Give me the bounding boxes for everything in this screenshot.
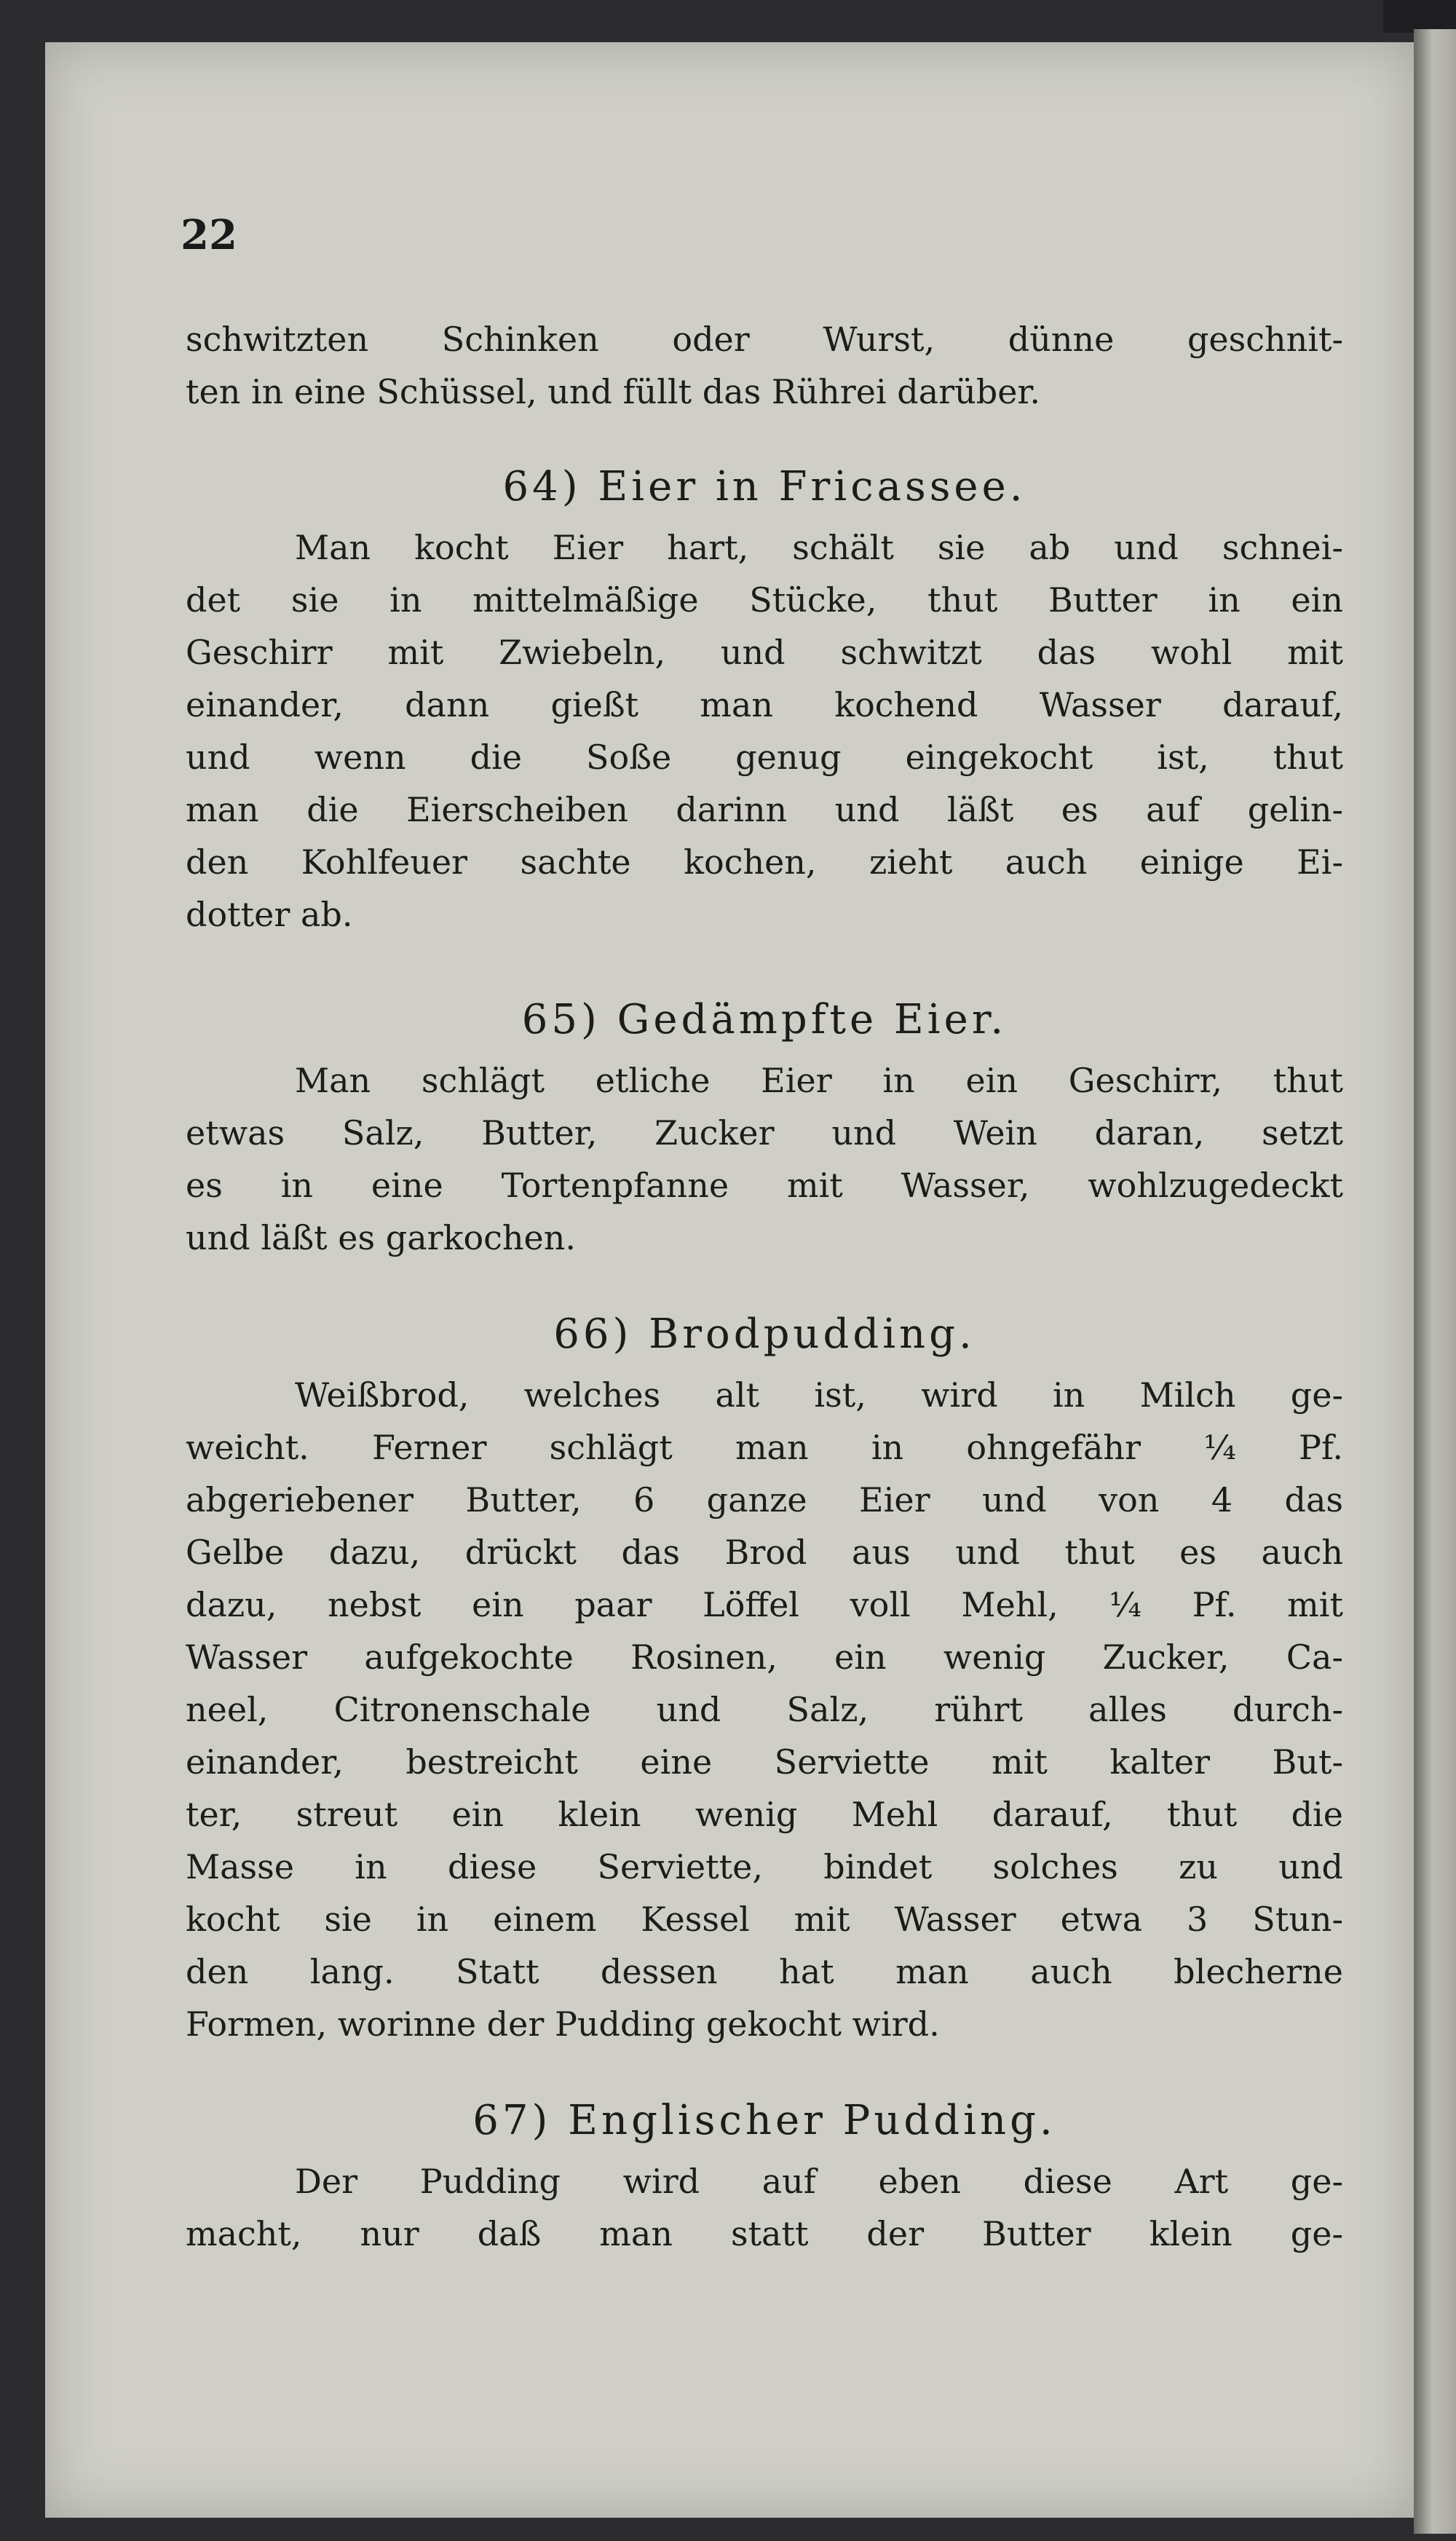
text-line: schwitzten Schinken oder Wurst, dünne geschnit- xyxy=(186,320,1343,359)
text-line: det sie in mittelmäßige Stücke, thut Butter in ein xyxy=(186,580,1343,620)
text-line: Formen, worinne der Pudding gekocht wird. xyxy=(186,2004,940,2044)
recipe-section-65 xyxy=(186,983,1343,1264)
intro-paragraph xyxy=(186,313,1343,418)
text-line: ten in eine Schüssel, und füllt das Rührei darüber. xyxy=(186,372,1040,411)
text-line: den lang. Statt dessen hat man auch blecherne xyxy=(186,1952,1343,1991)
text-line: kocht sie in einem Kessel mit Wasser etwa 3 Stun- xyxy=(186,1900,1343,1939)
text-line: Weißbrod, welches alt ist, wird in Milch ge- xyxy=(295,1375,1343,1415)
recipe-section-66 xyxy=(186,1297,1343,2050)
text-line: ter, streut ein klein wenig Mehl darauf, thut die xyxy=(186,1795,1343,1834)
text-line: Der Pudding wird auf eben diese Art ge- xyxy=(295,2162,1343,2201)
recipe-section-67 xyxy=(186,2084,1343,2260)
text-line: einander, dann gießt man kochend Wasser darauf, xyxy=(186,685,1343,724)
text-line: man die Eierscheiben darinn und läßt es auf gelin- xyxy=(186,790,1343,829)
recipe-heading: 65) Gedämpfte Eier. xyxy=(521,996,1008,1043)
text-line: dotter ab. xyxy=(186,895,353,934)
recipe-heading: 67) Englischer Pudding. xyxy=(472,2097,1056,2144)
text-line: neel, Citronenschale und Salz, rührt alles durch- xyxy=(186,1690,1343,1729)
text-line: Man schlägt etliche Eier in ein Geschirr, thut xyxy=(295,1061,1343,1100)
text-line: den Kohlfeuer sachte kochen, zieht auch einige Ei- xyxy=(186,842,1343,882)
text-line: und wenn die Soße genug eingekocht ist, thut xyxy=(186,738,1343,777)
text-line: weicht. Ferner schlägt man in ohngefähr ¼ Pf. xyxy=(186,1428,1343,1467)
text-line: abgeriebener Butter, 6 ganze Eier und von 4 das xyxy=(186,1480,1343,1520)
text-line: macht, nur daß man statt der Butter klein ge- xyxy=(186,2214,1343,2253)
text-line: etwas Salz, Butter, Zucker und Wein daran, setzt xyxy=(186,1113,1343,1153)
page-number: 22 xyxy=(181,211,237,259)
text-line: es in eine Tortenpfanne mit Wasser, wohlzugedeckt xyxy=(186,1166,1343,1205)
recipe-heading: 64) Eier in Fricassee. xyxy=(502,463,1026,510)
text-line: Gelbe dazu, drückt das Brod aus und thut es auch xyxy=(186,1533,1343,1572)
adjacent-page-edge xyxy=(1414,29,1456,2534)
text-line: Geschirr mit Zwiebeln, und schwitzt das wohl mit xyxy=(186,633,1343,672)
text-line: Wasser aufgekochte Rosinen, ein wenig Zucker, Ca- xyxy=(186,1637,1343,1677)
text-line: Man kocht Eier hart, schält sie ab und schnei- xyxy=(295,528,1343,567)
recipe-heading: 66) Brodpudding. xyxy=(553,1311,976,1358)
text-line: einander, bestreicht eine Serviette mit kalter But- xyxy=(186,1742,1343,1782)
recipe-section-64 xyxy=(186,450,1343,941)
text-line: Masse in diese Serviette, bindet solches zu und xyxy=(186,1847,1343,1886)
text-line: dazu, nebst ein paar Löffel voll Mehl, ¼ Pf. mit xyxy=(186,1585,1343,1624)
scan-background-corner xyxy=(1383,0,1456,33)
text-line: und läßt es garkochen. xyxy=(186,1218,577,1257)
